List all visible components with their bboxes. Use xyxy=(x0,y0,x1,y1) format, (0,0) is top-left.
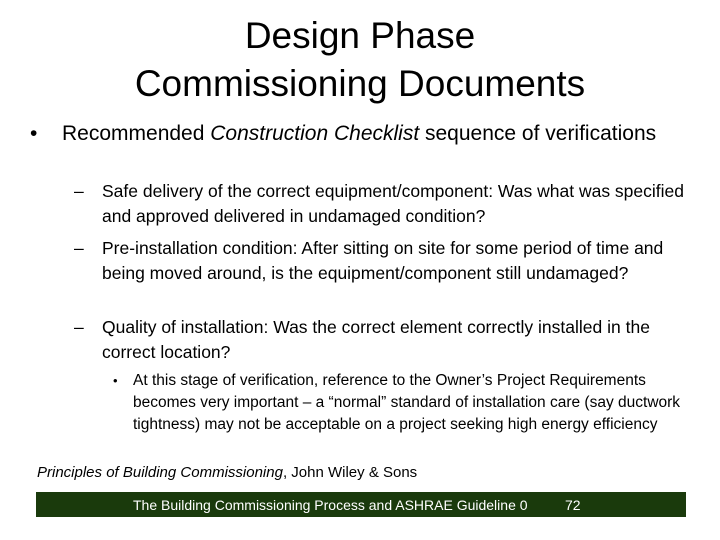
footer-text: The Building Commissioning Process and ASHRAE Guideline 0 xyxy=(133,497,528,513)
sub-bullet-3-text: Quality of installation: Was the correct element correctly installed in the correct location? xyxy=(102,317,650,362)
sub-bullet-1-text: Safe delivery of the correct equipment/component: Was what was specified and approved delivered in undamaged condition? xyxy=(102,181,685,226)
sub-bullet-3 xyxy=(74,315,694,365)
title-line-1: Design Phase xyxy=(244,15,476,56)
page-number: 72 xyxy=(565,497,581,513)
sub-sub-bullet xyxy=(113,370,693,436)
sub-sub-bullet-text: At this stage of verification, reference to the Owner’s Project Requirements becomes very important – a “normal” standard of installation care (say ductwork tightness) may not be acceptable on a project seeking high energy efficiency xyxy=(133,372,681,433)
bullet-dot-icon: • xyxy=(30,122,38,145)
sub-bullet-1 xyxy=(74,179,694,229)
bullet-level1-text-italic: Construction Checklist xyxy=(210,122,420,145)
slide-title xyxy=(0,12,720,108)
title-line-2: Commissioning Documents xyxy=(134,63,586,104)
bullet-level1 xyxy=(30,120,670,148)
dash-icon: – xyxy=(74,317,84,337)
bullet-dot-icon: • xyxy=(113,373,118,388)
bullet-level1-text-pre: Recommended xyxy=(62,122,211,145)
footer-bar xyxy=(36,492,686,517)
source-book-title: Principles of Building Commissioning xyxy=(37,464,283,481)
source-publisher: , John Wiley & Sons xyxy=(282,464,418,481)
dash-icon: – xyxy=(74,238,84,258)
sub-bullet-2-text: Pre-installation condition: After sitting on site for some period of time and being moved around, is the equipment/component still undamaged? xyxy=(102,238,664,283)
dash-icon: – xyxy=(74,181,84,201)
source-citation xyxy=(37,463,417,483)
sub-bullet-2 xyxy=(74,236,694,286)
bullet-level1-text-post: sequence of verifications xyxy=(419,122,657,145)
